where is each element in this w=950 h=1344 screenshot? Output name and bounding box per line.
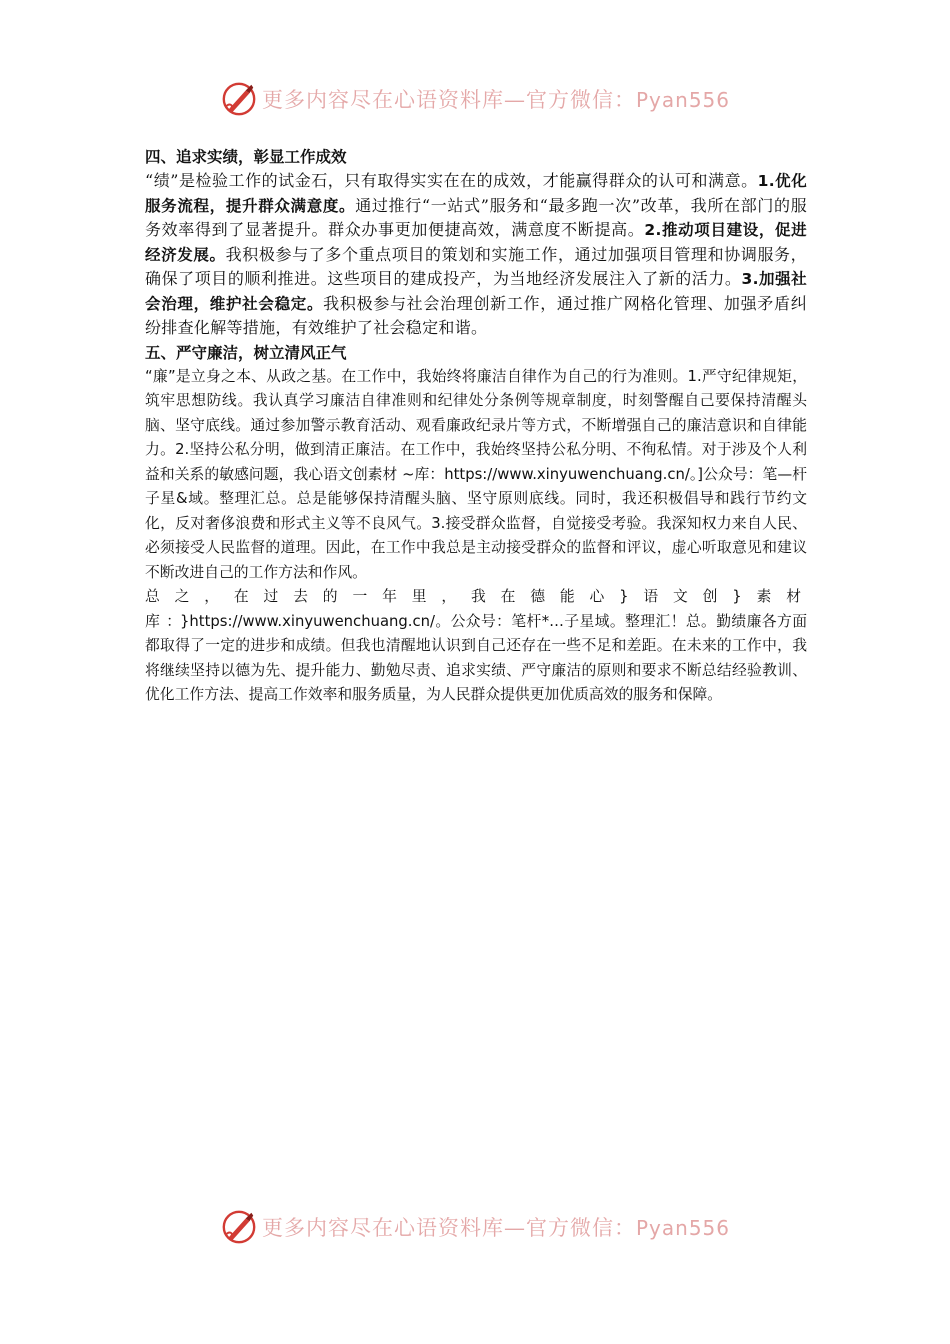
banner-text: 更多内容尽在心语资料库—官方微信：Pyan556 [261, 88, 730, 112]
banner-handle: Pyan556 [635, 88, 730, 112]
item3-title: 3.加强社会治理，维护社会稳定。 [145, 270, 807, 313]
conclusion-lead: 总之，在过去的一年里，我在德能心}语文创}素材库： [145, 588, 807, 630]
section4-intro: “绩”是检验工作的试金石，只有取得实实在在的成效，才能赢得群众的认可和满意。 [145, 171, 758, 190]
section4-paragraph [145, 169, 807, 341]
pen-brush-logo-icon [220, 80, 258, 118]
document-body [145, 145, 807, 708]
footer-watermark [0, 1208, 950, 1246]
conclusion-body: }https://www.xinyuwenchuang.cn/。公众号：笔杆*…子星域。整理汇！总。勤绩廉各方面都取得了一定的进步和成绩。但我也清醒地认识到自己还存在一些不足和差距。在未来的工作中，我将继续坚持以德为先、提升能力、勤勉尽责、追求实绩、严守廉洁的原则和要求不断总结经验教训、优化工作方法、提高工作效率和服务质量，为人民群众提供更加优质高效的服务和保障。 [145, 612, 807, 703]
banner-handle: Pyan556 [635, 1216, 730, 1240]
section4-heading: 四、追求实绩，彰显工作成效 [145, 148, 347, 166]
item2-body: 我积极参与了多个重点项目的策划和实施工作，通过加强项目管理和协调服务，确保了项目的顺利推进。这些项目的建成投产，为当地经济发展注入了新的活力。 [145, 244, 807, 288]
section5-paragraph: “廉”是立身之本、从政之基。在工作中，我始终将廉洁自律作为自己的行为准则。1.严守纪律规矩，筑牢思想防线。我认真学习廉洁自律准则和纪律处分条例等规章制度，时刻警醒自己要保持清醒头脑、坚守底线。通过参加警示教育活动、观看廉政纪录片等方式，不断增强自己的廉洁意识和自律能力。2.坚持公私分明，做到清正廉洁。在工作中，我始终坚持公私分明、不徇私情。对于涉及个人利益和关系的敏感问题，我心语文创素材 ~库：https://www.xinyuwenchuang.cn/。]公众号：笔—杆子星&域。整理汇总。总是能够保持清醒头脑、坚守原则底线。同时，我还积极倡导和践行节约文化，反对奢侈浪费和形式主义等不良风气。3.接受群众监督，自觉接受考验。我深知权力来自人民、必须接受人民监督的道理。因此，在工作中我总是主动接受群众的监督和评议，虚心听取意见和建议不断改进自己的工作方法和作风。 [145, 367, 807, 581]
conclusion-paragraph [145, 585, 807, 708]
item2-title: 2.推动项目建设，促进经济发展。 [145, 221, 807, 264]
pen-brush-logo-icon [220, 1208, 258, 1246]
item1-title: 1.优化服务流程，提升群众满意度。 [145, 172, 807, 215]
banner-text: 更多内容尽在心语资料库—官方微信：Pyan556 [261, 1216, 730, 1240]
item3-body: 我积极参与社会治理创新工作，通过推广网格化管理、加强矛盾纠纷排查化解等措施，有效维护了社会稳定和谐。 [145, 293, 807, 337]
section5-heading: 五、严守廉洁，树立清风正气 [145, 343, 347, 362]
header-watermark [0, 80, 950, 118]
item1-body: 通过推行“一站式”服务和“最多跑一次”改革，我所在部门的服务效率得到了显著提升。群众办事更加便捷高效，满意度不断提高。 [145, 195, 807, 239]
